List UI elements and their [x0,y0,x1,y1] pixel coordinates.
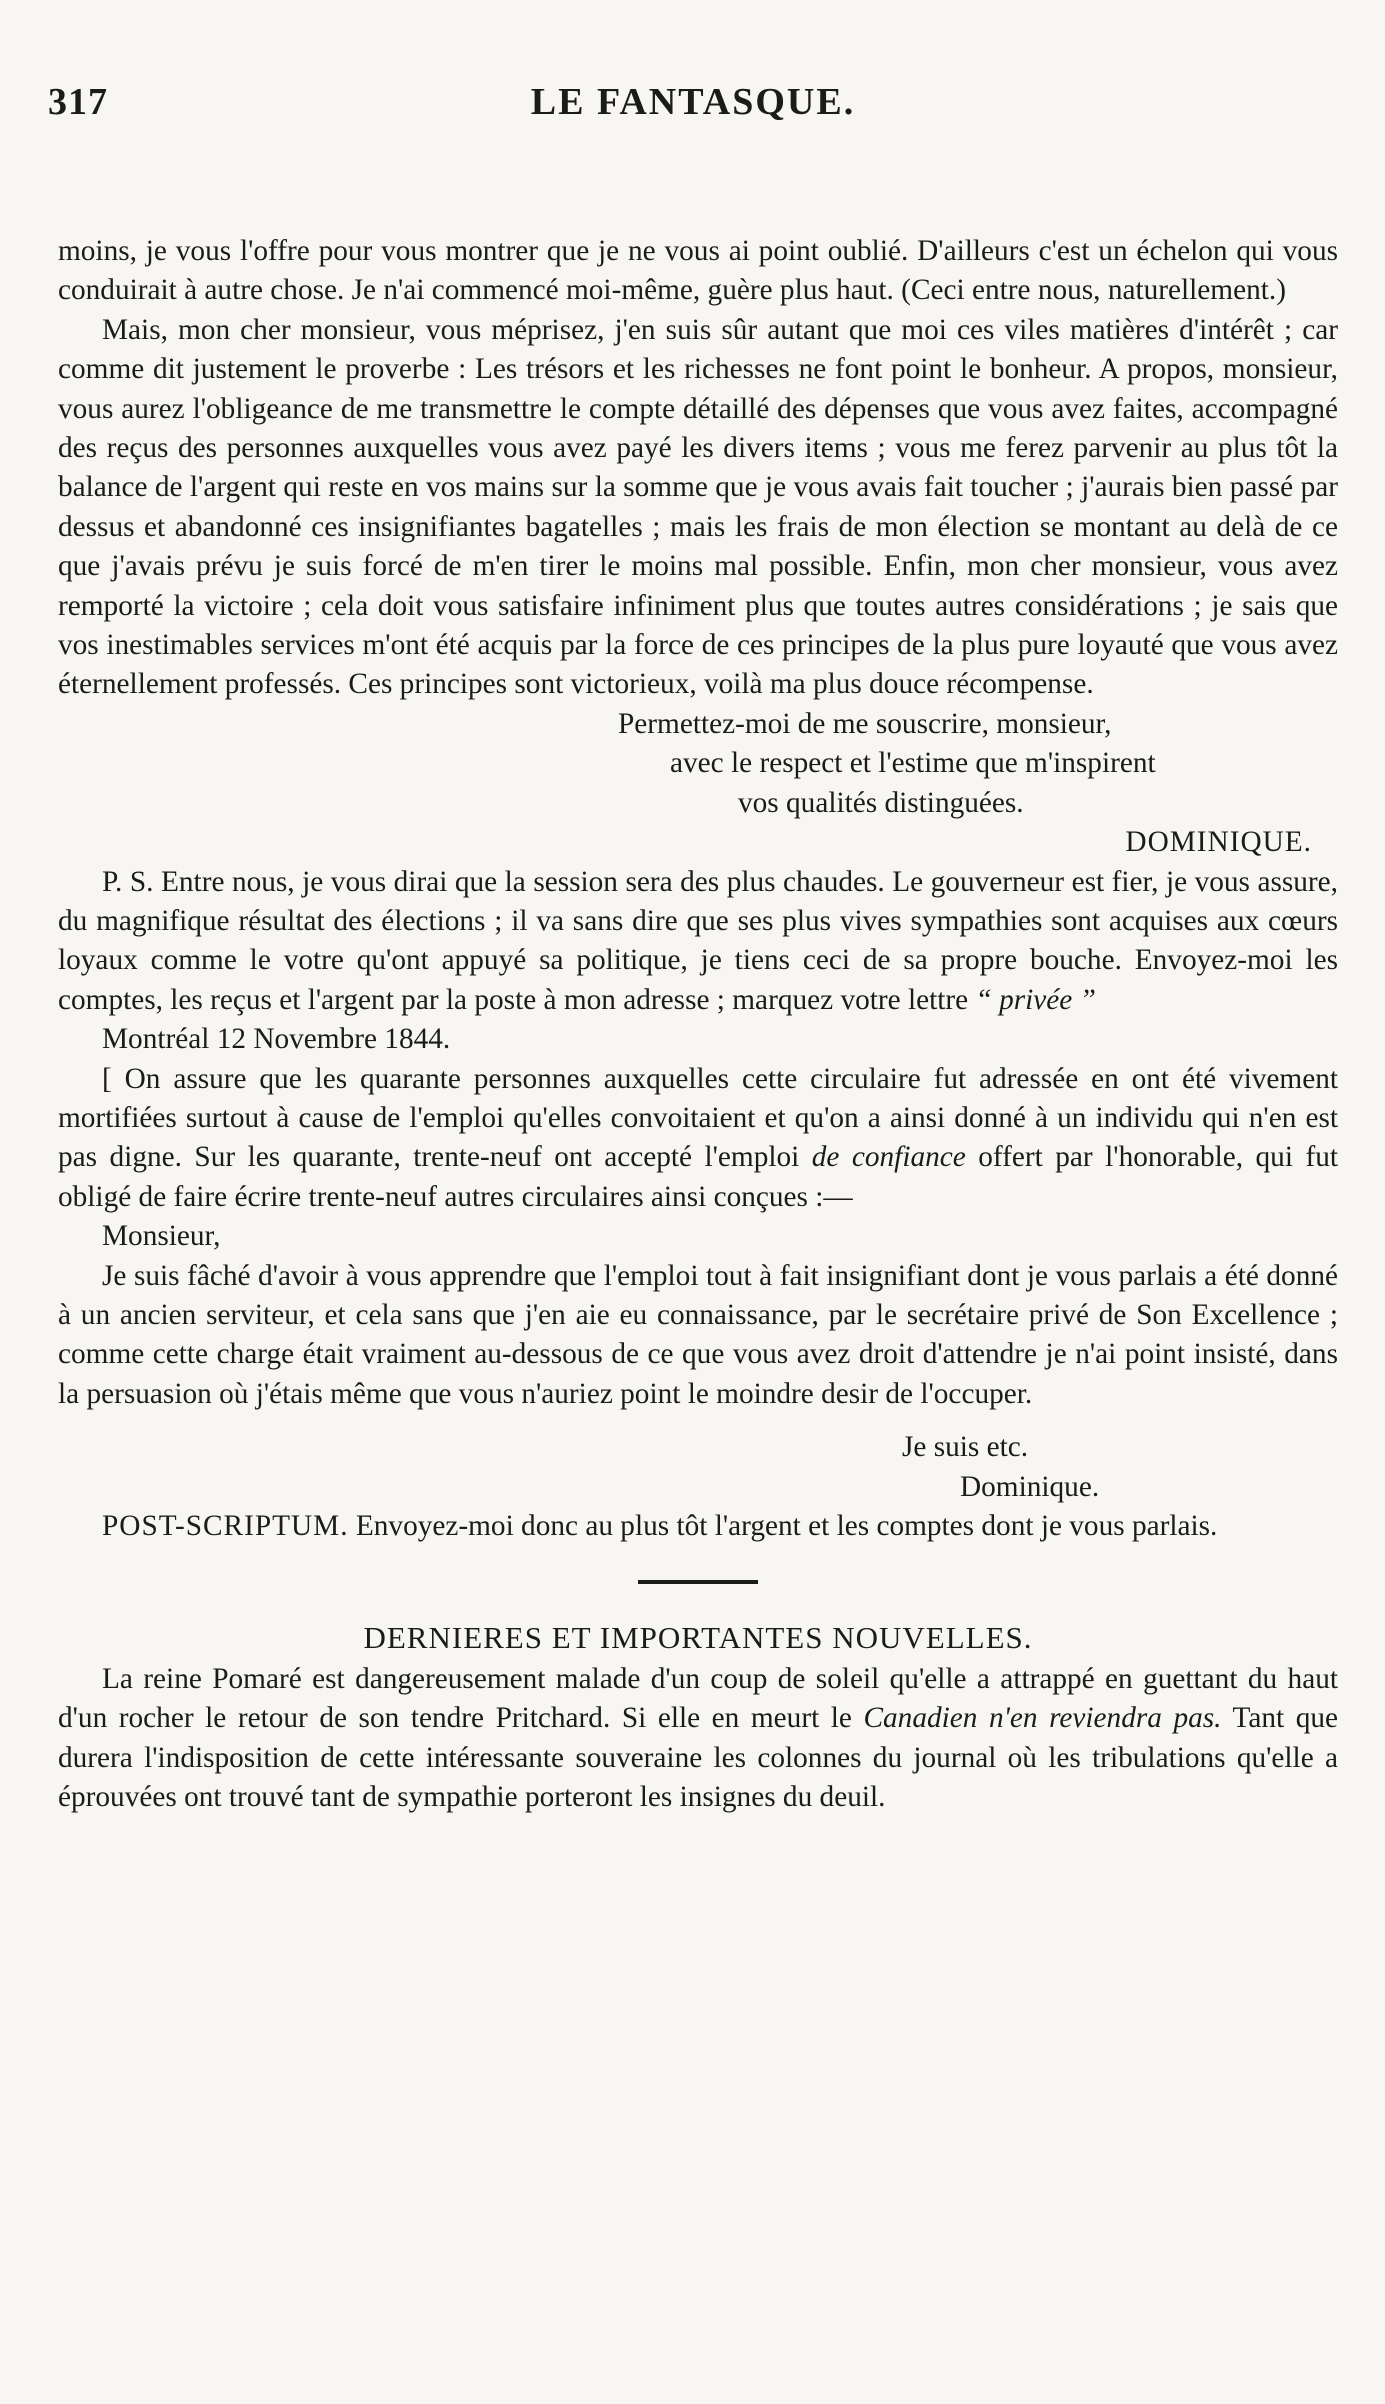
editorial-note-emphasis: de confiance [811,1141,966,1174]
paragraph-letter-main: Mais, mon cher monsieur, vous méprisez, j'en suis sûr autant que moi ces viles matières d'intérêt ; car comme dit justement le proverbe : Les trésors et les richesses ne font point le bonheur. A propos, monsieur, vous aurez l'obligeance de me transmettre le compte détaillé des dépenses que vous avez faites, accompagné des reçus des personnes auxquelles vous avez payé les divers items ; vous me ferez parvenir au plus tôt la balance de l'argent qui reste en vos mains sur la somme que je vous avais fait toucher ; j'aurais bien passé par dessus et abandonné ces insignifiantes bagatelles ; mais les frais de mon élection se montant au delà de ce que j'avais prévu je suis forcé de m'en tirer le moins mal possible. Enfin, mon cher monsieur, vous avez remporté la victoire ; cela doit vous satisfaire infiniment plus que toutes autres considérations ; je sais que vos inestimables services m'ont été acquis par la force de ces principes de la plus pure loyauté que vous avez éternellement professés. Ces principes sont victorieux, voilà ma plus douce récompense. [58,313,1338,701]
news-part-a: La reine Pomaré est dangereusement malade d'un coup de soleil qu'elle a attrappé en guettant du haut d'un rocher le retour de son tendre Pritchard. Si elle en meurt le [58,1662,1338,1735]
signature-dominique: Dominique. [960,1470,1100,1503]
section-divider [638,1580,758,1584]
spacer [58,1414,1338,1428]
editorial-note [58,1060,1338,1218]
postscript-quote: “ privée ” [975,983,1096,1016]
postscriptum-text: Envoyez-moi donc au plus tôt l'argent et les comptes dont je vous parlais. [355,1510,1218,1542]
signature-dominique-caps: DOMINIQUE. [1125,826,1312,859]
closing-line-1: Permettez-moi de me souscrire, monsieur, [618,707,1112,740]
editorial-note-part-b: offert par l'honorable, qui fut obligé de faire écrire trente-neuf autres circulaires ainsi conçues :— [58,1141,1338,1213]
page-header [48,80,1338,140]
postscript-text: P. S. Entre nous, je vous dirai que la session sera des plus chaudes. Le gouverneur est fier, je vous assure, du magnifique résultat des élections ; il va sans dire que ses plus vives sympathies sont acquises aux cœurs loyaux comme le votre qu'ont appuyé sa politique, je tiens ceci de sa propre bouche. Envoyez-moi les comptes, les reçus et l'argent par la poste à mon adresse ; marquez votre lettre [58,865,1338,1016]
news-paragraph [58,1660,1338,1818]
salutation: Monsieur, [102,1220,221,1253]
closing-line-3: vos qualités distinguées. [738,786,1024,819]
news-part-b: Tant que durera l'indisposition de cette intéressante souveraine les colonnes du journal où les tribulations qu'elle a éprouvées ont trouvé tant de sympathie porteront les insignes du deuil. [58,1702,1339,1814]
editorial-note-part-a: [ On assure que les quarante personnes auxquelles cette circulaire fut adressée en ont été vivement mortifiées surtout à cause de l'emploi qu'elles convoitaient et qu'on a ainsi donné à un individu qui n'en est pas digne. Sur les quarante, trente-neuf ont accepté l'emploi [58,1062,1338,1174]
page-number: 317 [48,81,108,123]
closing-line-2: avec le respect et l'estime que m'inspirent [670,747,1156,780]
second-letter-paragraph: Je suis fâché d'avoir à vous apprendre que l'emploi tout à fait insignifiant dont je vous parlais a été donné à un ancien serviteur, et cela sans que j'en aie eu connaissance, par le secrétaire privé de Son Excellence ; comme cette charge était vraiment au-dessous de ce que vous avez droit d'attendre je n'ai point insisté, dans la persuasion où j'étais même que vous n'auriez point le moindre desir de l'occuper. [58,1259,1338,1410]
postscript-paragraph [58,863,1338,1021]
paragraph-continuation: moins, je vous l'offre pour vous montrer que je ne vous ai point oublié. D'ailleurs c'est un échelon qui vous conduirait à autre chose. Je n'ai commencé moi-même, guère plus haut. (Ceci entre nous, naturellement.) [58,235,1338,307]
date-line: Montréal 12 Novembre 1844. [102,1023,451,1056]
news-emphasis: Canadien n'en reviendra pas. [863,1702,1222,1735]
sign-off-line: Je suis etc. [902,1431,1029,1464]
postscriptum-label: POST-SCRIPTUM. [102,1510,349,1542]
postscriptum-paragraph [58,1507,1338,1546]
running-title: LE FANTASQUE. [530,81,856,123]
article-body [58,232,1338,1817]
section-heading: DERNIERES ET IMPORTANTES NOUVELLES. [363,1620,1033,1656]
